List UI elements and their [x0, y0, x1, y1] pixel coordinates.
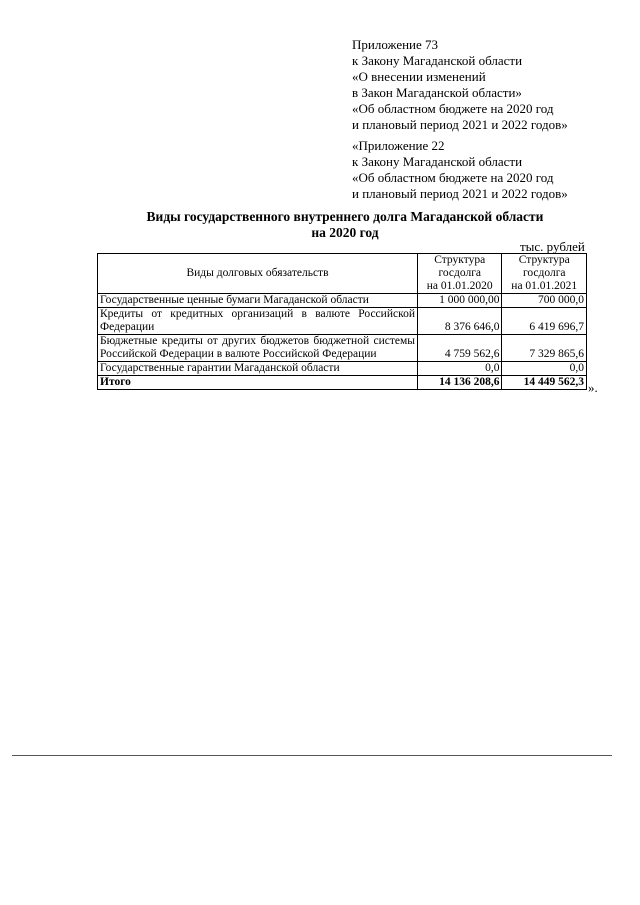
table-row [98, 308, 587, 335]
document-title [100, 209, 590, 241]
footer-divider [12, 755, 612, 756]
attachment-line: Приложение 73 [352, 37, 439, 52]
total-value-2020: 14 136 208,6 [417, 376, 502, 390]
row-value-2021: 0,0 [502, 362, 587, 376]
row-value-2021: 700 000,0 [502, 294, 587, 308]
title-line-2: на 2020 год [311, 225, 379, 240]
header-debt-type: Виды долговых обязательств [98, 254, 418, 294]
row-value-2020: 8 376 646,0 [417, 308, 502, 335]
table-total-row [98, 376, 587, 390]
table-row [98, 335, 587, 362]
attachment-header-73 [352, 37, 568, 133]
header-line: Структура [434, 254, 486, 266]
title-line-1: Виды государственного внутреннего долга Магаданской области [146, 209, 544, 224]
debt-table [97, 253, 587, 390]
table-header-row [98, 254, 587, 294]
row-value-2020: 0,0 [417, 362, 502, 376]
row-value-2020: 1 000 000,00 [417, 294, 502, 308]
total-label: Итого [98, 376, 418, 390]
table-row [98, 294, 587, 308]
row-name: Государственные ценные бумаги Магаданской области [98, 294, 418, 308]
header-structure-2021 [502, 254, 587, 294]
row-value-2020: 4 759 562,6 [417, 335, 502, 362]
attachment-line: «Приложение 22 [352, 138, 445, 153]
header-line: на 01.01.2020 [426, 280, 493, 292]
attachment-line: и плановый период 2021 и 2022 годов» [352, 186, 568, 201]
units-label: тыс. рублей [520, 239, 585, 254]
attachment-header-22 [352, 138, 568, 202]
closing-quote-mark: ». [588, 380, 598, 395]
attachment-line: к Закону Магаданской области [352, 154, 523, 169]
row-name: Бюджетные кредиты от других бюджетов бюджетной системы Российской Федерации в валюте Российской Федерации [98, 335, 418, 362]
attachment-line: и плановый период 2021 и 2022 годов» [352, 117, 568, 132]
row-value-2021: 7 329 865,6 [502, 335, 587, 362]
attachment-line: «Об областном бюджете на 2020 год [352, 101, 554, 116]
row-name: Кредиты от кредитных организаций в валюте Российской Федерации [98, 308, 418, 335]
header-line: на 01.01.2021 [511, 280, 578, 292]
header-structure-2020 [417, 254, 502, 294]
attachment-line: к Закону Магаданской области [352, 53, 523, 68]
attachment-line: «Об областном бюджете на 2020 год [352, 170, 554, 185]
attachment-line: в Закон Магаданской области» [352, 85, 522, 100]
total-value-2021: 14 449 562,3 [502, 376, 587, 390]
row-name: Государственные гарантии Магаданской области [98, 362, 418, 376]
row-value-2021: 6 419 696,7 [502, 308, 587, 335]
header-line: госдолга [438, 267, 482, 279]
attachment-line: «О внесении изменений [352, 69, 486, 84]
header-line: Структура [518, 254, 570, 266]
header-line: госдолга [522, 267, 566, 279]
table-row [98, 362, 587, 376]
